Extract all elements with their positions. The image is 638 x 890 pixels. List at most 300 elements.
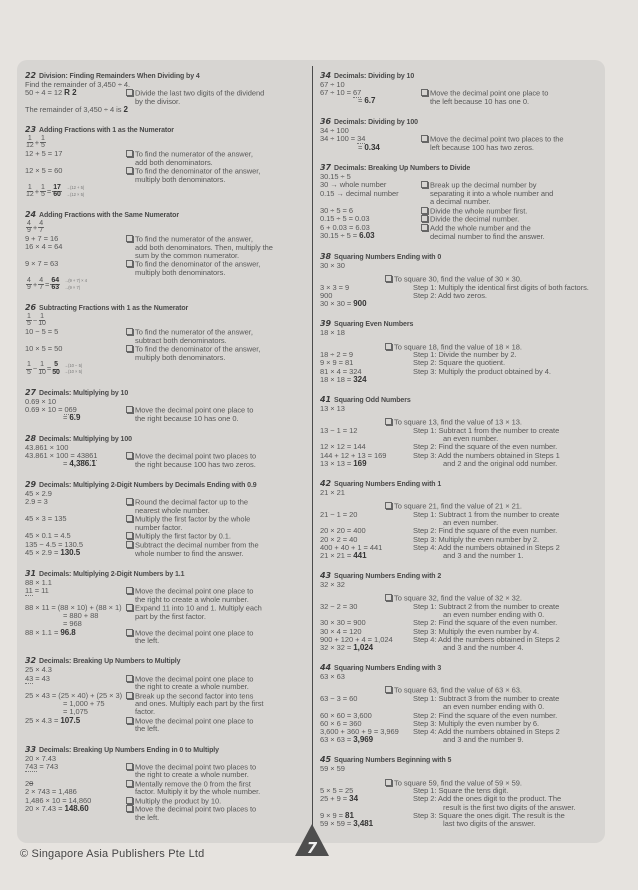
math-working bbox=[320, 427, 413, 435]
note-text: Move the decimal point one place to bbox=[135, 586, 254, 596]
math-line bbox=[25, 629, 126, 637]
math-text: 18 × 18 = bbox=[320, 374, 354, 384]
section-title: Squaring Numbers Ending with 3 bbox=[334, 665, 442, 673]
math-text: 88 × 11 = (88 × 10) + (88 × 1) bbox=[25, 602, 122, 612]
note-text: Divide the decimal number. bbox=[430, 214, 520, 224]
fraction-denominator: 10 bbox=[38, 320, 46, 328]
note-text: Step 1: Square the tens digit. bbox=[413, 786, 509, 796]
math-working bbox=[25, 604, 126, 629]
math-line bbox=[320, 144, 421, 152]
fraction bbox=[50, 278, 60, 292]
section-number: 44 bbox=[320, 663, 332, 673]
section-title: Decimals: Multiplying 2-Digit Numbers by Decimals Ending with 0.9 bbox=[39, 482, 257, 490]
working-row bbox=[320, 673, 606, 681]
step-note bbox=[413, 728, 606, 744]
fraction bbox=[52, 362, 60, 376]
tip-note bbox=[126, 587, 309, 604]
checkbox-icon bbox=[126, 805, 133, 812]
math-text: 0.15 → decimal number bbox=[320, 188, 399, 198]
tip-note bbox=[126, 150, 309, 167]
math-line bbox=[320, 97, 421, 105]
answer-value: 900 bbox=[353, 299, 367, 309]
math-text: 63 − 3 = 60 bbox=[320, 694, 358, 704]
intro-text: To square 63, find the value of 63 × 63. bbox=[394, 685, 522, 695]
math-text: 32 − 2 = 30 bbox=[320, 602, 358, 612]
math-text: 88 × 1.1 bbox=[25, 577, 52, 587]
answer-value: 441 bbox=[353, 550, 367, 560]
fraction-denominator: 60 bbox=[53, 191, 61, 199]
section-number: 37 bbox=[320, 163, 332, 173]
method-section bbox=[25, 569, 309, 646]
fraction-denominator: 9 bbox=[27, 227, 31, 235]
math-working bbox=[25, 345, 126, 353]
tip-note bbox=[126, 717, 309, 734]
decimal-shift-value: 43861 bbox=[76, 451, 98, 461]
method-section bbox=[25, 71, 309, 114]
tip-note bbox=[126, 629, 309, 646]
note-text: sum by the common numerator. bbox=[135, 251, 240, 261]
section-heading bbox=[25, 569, 309, 579]
note-text: Step 3: Add the numbers obtained in Steps 1 bbox=[413, 450, 560, 460]
answer-value: 0.34 bbox=[364, 142, 380, 152]
working-row bbox=[320, 181, 606, 206]
working-row bbox=[320, 89, 606, 106]
note-text: and 3 and the number 1. bbox=[443, 550, 524, 560]
math-line bbox=[25, 260, 126, 268]
math-line bbox=[320, 511, 413, 519]
math-working bbox=[25, 587, 126, 595]
fraction-expression bbox=[25, 220, 309, 235]
note-text: To find the numerator of the answer, bbox=[135, 327, 253, 337]
math-text: 1,486 × 10 = 14,860 bbox=[25, 795, 92, 805]
fraction bbox=[40, 136, 46, 150]
math-text: 59 × 59 bbox=[320, 764, 345, 774]
tip-note bbox=[126, 498, 309, 515]
fraction-numerator: 5 bbox=[54, 361, 58, 369]
method-section bbox=[25, 210, 309, 292]
math-working bbox=[320, 765, 421, 773]
section-number: 39 bbox=[320, 319, 332, 329]
checkbox-icon bbox=[421, 89, 428, 96]
note-text: Step 2: Find the square of the even number. bbox=[413, 618, 558, 628]
column-divider bbox=[312, 66, 313, 834]
math-text: 12 × 12 = 144 bbox=[320, 442, 366, 452]
note-line bbox=[126, 461, 309, 469]
math-text: 5 × 5 = 25 bbox=[320, 786, 354, 796]
fraction-annotation bbox=[66, 185, 84, 198]
working-row bbox=[320, 427, 606, 443]
math-text: 43.861 × 100 bbox=[25, 443, 69, 453]
answer-value: 107.5 bbox=[60, 715, 81, 725]
math-text: 30.15 ÷ 5 = bbox=[320, 231, 360, 241]
fraction-denominator: 12 bbox=[26, 191, 34, 199]
fraction-expression bbox=[25, 135, 309, 150]
math-text: 0.69 × 10 = bbox=[25, 405, 65, 415]
working-row bbox=[25, 717, 309, 734]
section-title: Decimals: Breaking Up Numbers to Multiply bbox=[39, 658, 181, 666]
tip-note bbox=[126, 763, 309, 780]
working-row bbox=[25, 692, 309, 717]
math-line bbox=[320, 765, 421, 773]
note-text: Step 3: Multiply the product obtained by 4. bbox=[413, 366, 551, 376]
section-heading bbox=[320, 117, 606, 127]
checkbox-icon bbox=[126, 515, 133, 522]
tip-note bbox=[126, 805, 309, 822]
math-text: The remainder of 3,450 ÷ 4 is bbox=[25, 105, 124, 115]
math-text: 67 ÷ 10 = bbox=[320, 88, 354, 98]
method-section bbox=[320, 163, 606, 241]
math-text: 9 + 7 = 16 bbox=[25, 234, 59, 244]
note-line bbox=[126, 269, 309, 277]
fraction-denominator: 7 bbox=[39, 284, 44, 292]
math-text: 50 ÷ 4 = 12 bbox=[25, 88, 65, 98]
math-text: = 880 + 88 bbox=[63, 611, 99, 621]
working-row bbox=[320, 135, 606, 152]
working-row bbox=[25, 629, 309, 646]
math-text: 20 × 7.43 = bbox=[25, 804, 65, 814]
fraction-denominator: 12 bbox=[26, 142, 34, 150]
page-number: 7 bbox=[306, 839, 318, 857]
working-row bbox=[25, 675, 309, 692]
checkbox-icon bbox=[126, 167, 133, 174]
math-text: = 743 bbox=[37, 761, 59, 771]
section-heading bbox=[320, 71, 606, 81]
note-line bbox=[126, 415, 309, 423]
working-row bbox=[25, 805, 309, 822]
note-text: number factor. bbox=[135, 522, 183, 532]
checkbox-icon bbox=[126, 498, 133, 505]
step-note bbox=[413, 427, 606, 443]
math-text: 400 + 40 + 1 = 441 bbox=[320, 542, 383, 552]
note-line bbox=[413, 368, 606, 376]
math-working bbox=[25, 675, 126, 683]
working-row bbox=[25, 235, 309, 260]
answer-value: 34 bbox=[349, 794, 358, 804]
math-text: 0.69 × 10 bbox=[25, 396, 57, 406]
checkbox-icon bbox=[126, 89, 133, 96]
answer-value: 3,969 bbox=[353, 735, 374, 745]
note-line bbox=[413, 292, 606, 300]
answer-value: 130.5 bbox=[60, 548, 81, 558]
checkbox-icon bbox=[385, 502, 392, 509]
fraction-expression bbox=[25, 313, 309, 328]
math-text: 25 × 4.3 bbox=[25, 665, 52, 675]
method-section bbox=[320, 571, 606, 652]
section-title: Squaring Numbers Ending with 0 bbox=[334, 253, 442, 261]
math-working bbox=[320, 511, 413, 519]
math-text: 2 × 743 = 1,486 bbox=[25, 786, 77, 796]
math-text: = 968 bbox=[63, 619, 82, 629]
math-working bbox=[25, 235, 126, 251]
intro-text: To square 30, find the value of 30 × 30. bbox=[394, 274, 522, 284]
note-line bbox=[126, 98, 309, 106]
section-title: Decimals: Dividing by 100 bbox=[334, 119, 418, 127]
note-text: Step 2: Square the quotient. bbox=[413, 358, 506, 368]
math-line bbox=[320, 581, 421, 589]
math-text: = bbox=[46, 364, 52, 374]
note-text: and 3 and the number 4. bbox=[443, 643, 524, 653]
note-text: the left. bbox=[135, 724, 160, 734]
fraction-denominator: 5 bbox=[27, 368, 31, 376]
note-line bbox=[126, 550, 309, 558]
math-working bbox=[320, 636, 413, 652]
section-heading bbox=[25, 388, 309, 398]
note-text: the right to create a whole number. bbox=[135, 594, 249, 604]
note-line bbox=[413, 552, 606, 560]
tip-note bbox=[126, 328, 309, 345]
note-text: Divide the whole number first. bbox=[430, 206, 528, 216]
note-text: multiply both denominators. bbox=[135, 174, 226, 184]
note-line bbox=[413, 511, 606, 519]
math-text: = 1,000 + 75 bbox=[63, 698, 105, 708]
working-row bbox=[320, 224, 606, 241]
note-line bbox=[413, 644, 606, 652]
math-text: 144 + 12 + 13 = 169 bbox=[320, 450, 387, 460]
note-text: decimal number to find the answer. bbox=[430, 231, 545, 241]
fraction-denominator: 50 bbox=[52, 368, 60, 376]
math-working bbox=[320, 300, 366, 308]
working-row bbox=[320, 376, 606, 384]
fraction bbox=[52, 185, 62, 199]
math-line bbox=[320, 489, 421, 497]
checkbox-icon bbox=[385, 418, 392, 425]
checkbox-icon bbox=[126, 406, 133, 413]
math-working bbox=[320, 673, 421, 681]
section-title: Subtracting Fractions with 1 as the Numerator bbox=[39, 305, 189, 313]
decimal-shift-value: 34 bbox=[357, 134, 366, 144]
section-heading bbox=[320, 663, 606, 673]
checkbox-icon bbox=[385, 594, 392, 601]
fraction-numerator: 1 bbox=[27, 134, 32, 142]
checkbox-icon bbox=[126, 345, 133, 352]
note-text: Move the decimal point one place to bbox=[430, 88, 549, 98]
note-line bbox=[126, 613, 309, 621]
note-line bbox=[126, 814, 309, 822]
note-text: and ones. Multiply each part by the first bbox=[135, 699, 264, 709]
math-line bbox=[320, 262, 421, 270]
note-text: the right to create a whole number. bbox=[135, 682, 249, 692]
math-line bbox=[25, 150, 126, 158]
section-heading bbox=[320, 755, 606, 765]
note-text: add both denominators. bbox=[135, 158, 213, 168]
intro-text: To square 59, find the value of 59 × 59. bbox=[394, 778, 522, 788]
working-row bbox=[25, 498, 309, 515]
section-heading bbox=[25, 656, 309, 666]
section-title: Division: Finding Remainders When Dividing by 4 bbox=[39, 73, 200, 80]
method-section bbox=[25, 480, 309, 558]
math-working bbox=[320, 376, 366, 384]
math-working bbox=[320, 262, 421, 270]
note-text: multiply both denominators. bbox=[135, 352, 226, 362]
annotation-line: →(12 + 5) bbox=[65, 185, 85, 191]
fraction-numerator: 4 bbox=[27, 276, 31, 284]
tip-note bbox=[421, 135, 606, 152]
method-section bbox=[320, 479, 606, 560]
checkbox-icon bbox=[126, 675, 133, 682]
working-row bbox=[320, 329, 606, 337]
step-note bbox=[413, 603, 606, 619]
math-working bbox=[320, 603, 413, 611]
working-row bbox=[320, 300, 606, 308]
math-line bbox=[320, 232, 421, 240]
working-row bbox=[320, 728, 606, 744]
math-line bbox=[25, 167, 126, 175]
section-heading bbox=[320, 319, 606, 329]
fraction-expression bbox=[25, 184, 309, 199]
note-line bbox=[126, 637, 309, 645]
math-text: 16 × 4 = 64 bbox=[25, 242, 63, 252]
note-text: the right because 100 has two zeros. bbox=[135, 459, 256, 469]
fraction-expression bbox=[25, 277, 309, 292]
note-line bbox=[421, 98, 606, 106]
method-section bbox=[320, 319, 606, 384]
tip-note bbox=[126, 406, 309, 423]
math-text: 59 × 59 = bbox=[320, 819, 354, 829]
decimal-shift-value: 43 bbox=[25, 673, 34, 683]
math-text: 9 × 9 = bbox=[320, 810, 346, 820]
math-text: 60 × 60 = 3,600 bbox=[320, 710, 372, 720]
note-text: Step 1: Subtract 1 from the number to create bbox=[413, 425, 560, 435]
math-working bbox=[25, 515, 126, 523]
checkbox-icon bbox=[126, 604, 133, 611]
right-column bbox=[320, 71, 606, 839]
math-working bbox=[25, 498, 126, 506]
note-text: Move the decimal point two places to bbox=[135, 804, 257, 814]
step-note bbox=[413, 368, 606, 376]
math-line bbox=[320, 427, 413, 435]
note-text: the left. bbox=[135, 636, 160, 646]
checkbox-icon bbox=[126, 328, 133, 335]
math-text: 21 − 1 = 20 bbox=[320, 509, 358, 519]
checkbox-icon bbox=[421, 224, 428, 231]
math-line bbox=[25, 587, 126, 595]
section-title: Adding Fractions with the Same Numerator bbox=[39, 212, 179, 220]
note-text: Step 3: Multiply the even number by 4. bbox=[413, 626, 540, 636]
math-text: 30 × 30 = bbox=[320, 299, 354, 309]
tip-note bbox=[126, 235, 309, 260]
math-working bbox=[320, 544, 413, 560]
section-number: 23 bbox=[25, 125, 37, 135]
note-text: Step 2: Add the ones digit to the product. The bbox=[413, 794, 562, 804]
math-working bbox=[320, 135, 421, 151]
section-number: 29 bbox=[25, 480, 37, 490]
math-text: 10 − 5 = 5 bbox=[25, 327, 59, 337]
section-title: Decimals: Breaking Up Numbers to Divide bbox=[334, 165, 471, 173]
math-working bbox=[25, 106, 128, 114]
math-text: 10 × 5 = 50 bbox=[25, 344, 63, 354]
math-text: 32 × 32 bbox=[320, 580, 345, 590]
answer-value: 6.7 bbox=[364, 96, 376, 106]
checkbox-icon bbox=[421, 181, 428, 188]
math-working bbox=[320, 284, 413, 292]
math-text: 45 × 2.9 = bbox=[25, 548, 61, 558]
math-working bbox=[25, 541, 126, 557]
tip-note bbox=[126, 345, 309, 362]
answer-value: 81 bbox=[345, 810, 354, 820]
checkbox-icon bbox=[126, 797, 133, 804]
math-text: 43.861 × 100 = bbox=[25, 451, 77, 461]
working-row bbox=[25, 345, 309, 362]
math-line bbox=[25, 414, 126, 422]
note-text: Step 2: Find the square of the even number. bbox=[413, 710, 558, 720]
math-working bbox=[25, 629, 126, 637]
math-line bbox=[25, 675, 126, 683]
answer-value: 1,024 bbox=[353, 643, 374, 653]
math-working bbox=[320, 181, 421, 197]
fraction-numerator: 4 bbox=[39, 276, 44, 284]
tip-note bbox=[126, 515, 309, 532]
annotation-line: →(10 − 5) bbox=[63, 362, 83, 368]
working-row bbox=[25, 587, 309, 604]
working-row bbox=[320, 603, 606, 619]
math-working bbox=[25, 763, 126, 771]
math-text: 20 × 2 = 40 bbox=[320, 534, 358, 544]
section-heading bbox=[320, 252, 606, 262]
tip-note bbox=[126, 692, 309, 717]
math-working bbox=[320, 695, 413, 703]
tip-note bbox=[126, 452, 309, 469]
working-row bbox=[320, 812, 606, 828]
math-text: = bbox=[358, 96, 365, 106]
math-working bbox=[25, 692, 126, 717]
checkbox-icon bbox=[126, 452, 133, 459]
note-line bbox=[413, 460, 606, 468]
math-text: = bbox=[45, 279, 50, 289]
intro-text: To square 32, find the value of 32 × 32. bbox=[394, 593, 522, 603]
math-text: 30 → whole number bbox=[320, 180, 387, 190]
tip-note bbox=[421, 89, 606, 106]
section-title: Squaring Numbers Ending with 2 bbox=[334, 573, 442, 581]
section-number: 24 bbox=[25, 210, 37, 220]
math-line bbox=[25, 515, 126, 523]
math-text: 21 × 21 bbox=[320, 488, 345, 497]
tip-note bbox=[126, 260, 309, 277]
note-text: last two digits of the answer. bbox=[443, 819, 536, 829]
page-number-badge bbox=[293, 822, 331, 858]
checkbox-icon bbox=[126, 587, 133, 594]
fraction bbox=[38, 278, 44, 292]
note-line bbox=[421, 233, 606, 241]
note-text: Move the decimal point two places to the bbox=[430, 134, 564, 144]
math-working bbox=[25, 328, 126, 336]
math-line bbox=[320, 673, 421, 681]
note-text: Expand 11 into 10 and 1. Multiply each bbox=[135, 603, 262, 613]
math-text: 30.15 ÷ 5 bbox=[320, 172, 351, 182]
answer-value: 169 bbox=[353, 458, 367, 468]
working-row bbox=[25, 406, 309, 423]
note-text: Step 1: Subtract 3 from the number to create bbox=[413, 694, 560, 704]
method-section bbox=[320, 755, 606, 828]
fraction-numerator: 1 bbox=[40, 361, 44, 369]
note-text: factor. bbox=[135, 707, 156, 717]
fraction-numerator: 1 bbox=[27, 183, 32, 191]
checkbox-icon bbox=[126, 692, 133, 699]
math-text: + bbox=[32, 279, 38, 289]
note-line bbox=[413, 427, 606, 435]
math-text: 20 × 7.43 bbox=[25, 753, 57, 763]
fraction bbox=[26, 221, 32, 235]
note-text: Multiply the first factor by the whole bbox=[135, 514, 251, 524]
math-working bbox=[320, 89, 421, 105]
math-line bbox=[320, 644, 413, 652]
note-text: Move the decimal point one place to bbox=[135, 716, 254, 726]
math-working bbox=[25, 805, 126, 813]
section-number: 28 bbox=[25, 434, 37, 444]
fraction-denominator: 5 bbox=[27, 320, 31, 328]
math-text: + bbox=[34, 186, 40, 196]
method-section bbox=[25, 388, 309, 423]
note-text: an even number. bbox=[443, 434, 499, 444]
